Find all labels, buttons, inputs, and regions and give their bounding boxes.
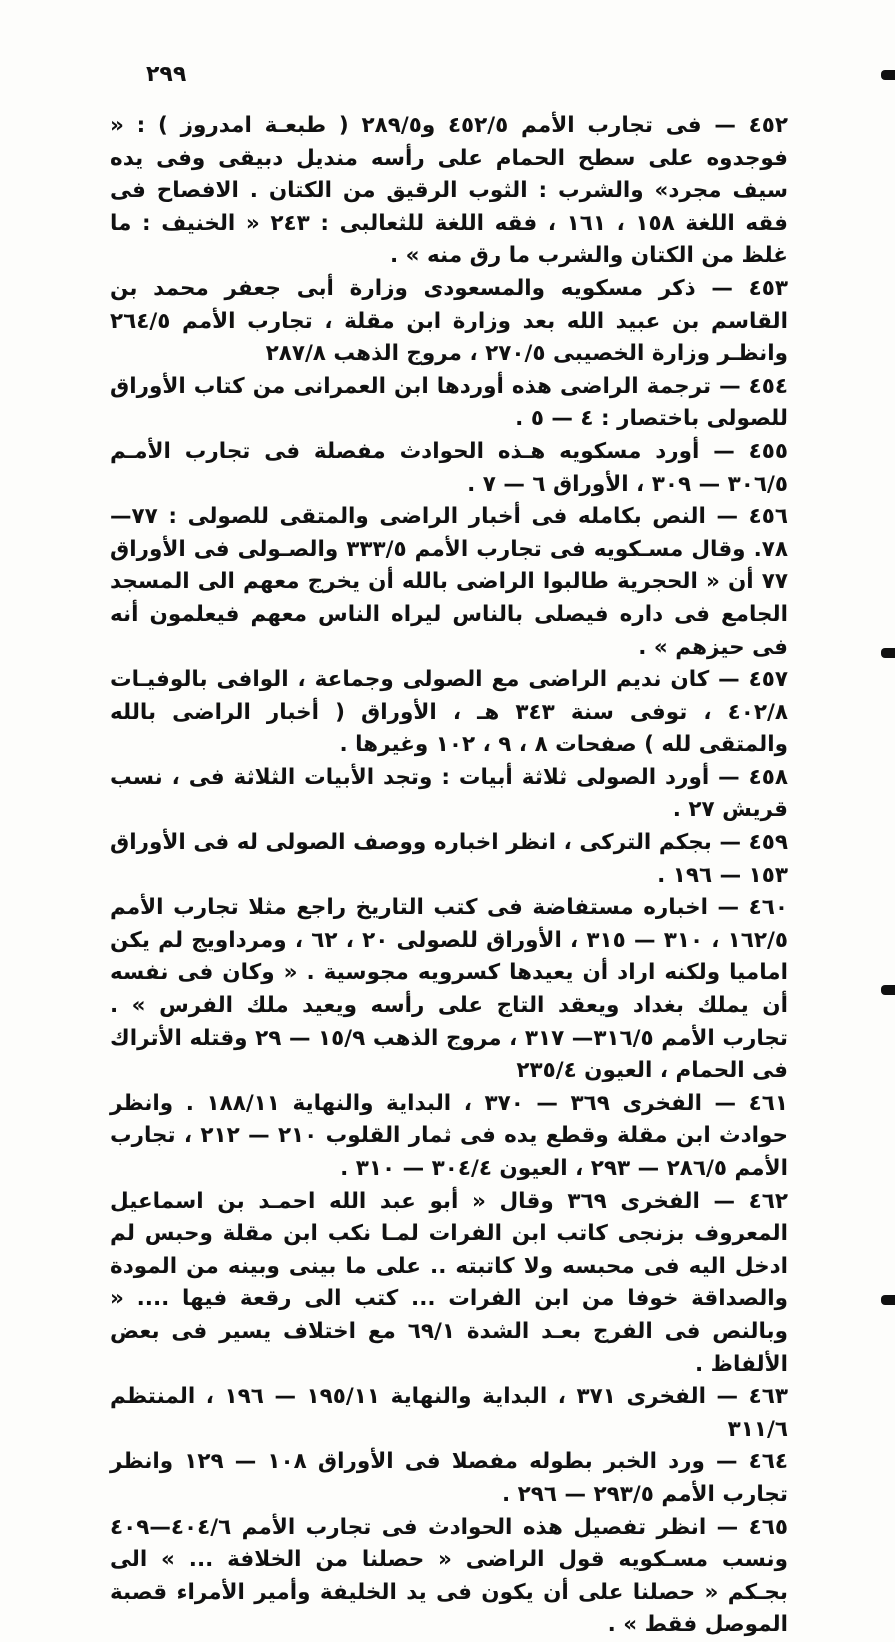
footnote-text: — بجكم التركى ، انظر اخباره ووصف الصولى له فى الأوراق ١٥٣ — ١٩٦ . — [110, 830, 788, 888]
scan-edge-mark — [881, 648, 895, 658]
scan-edge-mark — [881, 985, 895, 995]
footnote-461 — [110, 1088, 788, 1186]
footnote-452 — [110, 110, 788, 273]
footnote-text: — كان نديم الراضى مع الصولى وجماعة ، الوافى بالوفيـات ٤٠٢/٨ ، توفى سنة ٣٤٣ هـ ، الأوراق ( أخبار الراضى بالله والمتقى لله ) صفحات ٨ ، ٩ ، ١٠٢ وغيرها . — [110, 667, 788, 758]
footnote-text: — أورد الصولى ثلاثة أبيات : وتجد الأبيات الثلاثة فى ، نسب قريش ٢٧ . — [110, 764, 788, 823]
footnote-text: — الفخرى ٣٦٩ — ٣٧٠ ، البداية والنهاية ١٨٨/١١ . وانظر حوادث ابن مقلة وقطع يده فى ثمار القلوب ٢١٠ — ٢١٢ ، تجارب الأمم ٢٨٦/٥ — ٢٩٣ ، العيون ٣٠٤/٤ — ٣١٠ . — [110, 1090, 788, 1181]
page-number: ٢٩٩ — [146, 62, 187, 87]
footnote-454 — [110, 371, 788, 436]
footnote-number: ٤٥٣ — [748, 275, 788, 301]
footnote-462 — [110, 1186, 788, 1382]
footnote-459 — [110, 827, 788, 892]
footnote-text: — ترجمة الراضى هذه أوردها ابن العمرانى من كتاب الأوراق للصولى باختصار : ٤ — ٥ . — [110, 373, 788, 432]
footnote-text: — فى تجارب الأمم ٤٥٢/٥ و٢٨٩/٥ ( طبعـة امدروز ) : « فوجدوه على سطح الحمام على رأسه منديل دبيقى وفى يده سيف مجرد» والشرب : الثوب الرقيق من الكتان . الافصاح فى فقه اللغة ١٥٨ ، ١٦١ ، فقه اللغة للثعالبى : ٢٤٣ « الخنيف : ما غلظ من الكتان والشرب ما رق منه » . — [110, 113, 788, 269]
footnote-456 — [110, 501, 788, 664]
footnote-text: — الفخرى ٣٧١ ، البداية والنهاية ١٩٥/١١ — ١٩٦ ، المنتظم ٣١١/٦ — [110, 1384, 788, 1442]
footnote-text: — ذكر مسكويه والمسعودى وزارة أبى جعفر محمد بن القاسم بن عبيد الله بعد وزارة ابن مقلة ، تجارب الأمم ٢٦٤/٥ وانظـر وزارة الخصيبى ٢٧٠/٥ ، مروج الذهب ٢٨٧/٨ — [110, 275, 788, 367]
footnote-text: — أورد مسكويه هـذه الحوادث مفصلة فى تجارب الأمـم ٣٠٦/٥ — ٣٠٩ ، الأوراق ٦ — ٧ . — [110, 438, 788, 497]
footnote-465 — [110, 1512, 788, 1642]
footnotes-block — [110, 110, 788, 1642]
footnote-number: ٤٥٢ — [748, 113, 788, 138]
footnote-458 — [110, 762, 788, 827]
footnote-463 — [110, 1381, 788, 1446]
footnote-number: ٤٥٥ — [748, 438, 788, 464]
scan-edge-mark — [881, 1295, 895, 1305]
footnote-number: ٤٦٢ — [748, 1188, 788, 1214]
footnote-455 — [110, 436, 788, 501]
footnote-number: ٤٦٥ — [748, 1514, 788, 1540]
footnote-number: ٤٥٨ — [748, 764, 788, 790]
footnote-text: — اخباره مستفاضة فى كتب التاريخ راجع مثلا تجارب الأمم ١٦٢/٥ ، ٣١٠ — ٣١٥ ، الأوراق للصولى ٢٠ ، ٦٢ ، ومرداويج لم يكن اماميا ولكنه اراد أن يعيدها كسرويه مجوسية . « وكان فى نفسه أن يملك بغداد ويعقد التاج على رأسه ويعيد ملك الفرس » . تجارب الأمم ٣١٦/٥— ٣١٧ ، مروج الذهب ١٥/٩ — ٢٩ وقتله الأتراك فى الحمام ، العيون ٢٣٥/٤ — [110, 895, 789, 1084]
footnote-number: ٤٥٦ — [748, 504, 788, 530]
footnote-text: — النص بكامله فى أخبار الراضى والمتقى للصولى : ٧٧—٧٨. وقال مسـكويه فى تجارب الأمم ٣٣٣/٥ والصـولى فى الأوراق ٧٧ أن « الحجرية طالبوا الراضى بالله أن يخرج معهم الى المسجد الجامع فى داره فيصلى بالناس ليراه الناس معهم فيعلمون أنه فى حيزهم » . — [110, 504, 788, 660]
footnote-number: ٤٥٩ — [748, 830, 788, 856]
footnote-number: ٤٥٧ — [748, 667, 788, 693]
footnote-457 — [110, 664, 788, 762]
footnote-text: — ورد الخبر بطوله مفصلا فى الأوراق ١٠٨ — ١٢٩ وانظر تجارب الأمم ٢٩٣/٥ — ٢٩٦ . — [110, 1449, 788, 1507]
footnote-number: ٤٦٤ — [748, 1449, 788, 1475]
footnote-number: ٤٦٣ — [748, 1384, 788, 1410]
footnote-453 — [110, 273, 788, 371]
footnote-460 — [110, 892, 788, 1088]
footnote-text: — الفخرى ٣٦٩ وقال « أبو عبد الله احمـد بن اسماعيل المعروف بزنجى كاتب ابن الفرات لمـا نكب ابن مقلة وحبس لم ادخل اليه فى محبسه ولا كاتبته .. على ما بينى وبينه من المودة والصداقة خوفا من ابن الفرات ... كتب الى رقعة فيها .... « وبالنص فى الفرج بعـد الشدة ٦٩/١ مع اختلاف يسير فى بعض الألفاظ . — [110, 1188, 788, 1377]
footnote-number: ٤٥٤ — [748, 373, 788, 399]
footnote-464 — [110, 1446, 788, 1511]
footnote-number: ٤٦٠ — [748, 895, 788, 921]
footnote-text: — انظر تفصيل هذه الحوادث فى تجارب الأمم ٤٠٤/٦—٤٠٩ ونسب مسـكويه قول الراضى « حصلنا من الخلافة ... » الى بجـكم « حصلنا على أن يكون فى يد الخليفة وأمير الأمراء قصبة الموصل فقط » . — [110, 1514, 788, 1638]
scan-edge-mark — [881, 70, 895, 80]
footnote-number: ٤٦١ — [748, 1090, 788, 1116]
